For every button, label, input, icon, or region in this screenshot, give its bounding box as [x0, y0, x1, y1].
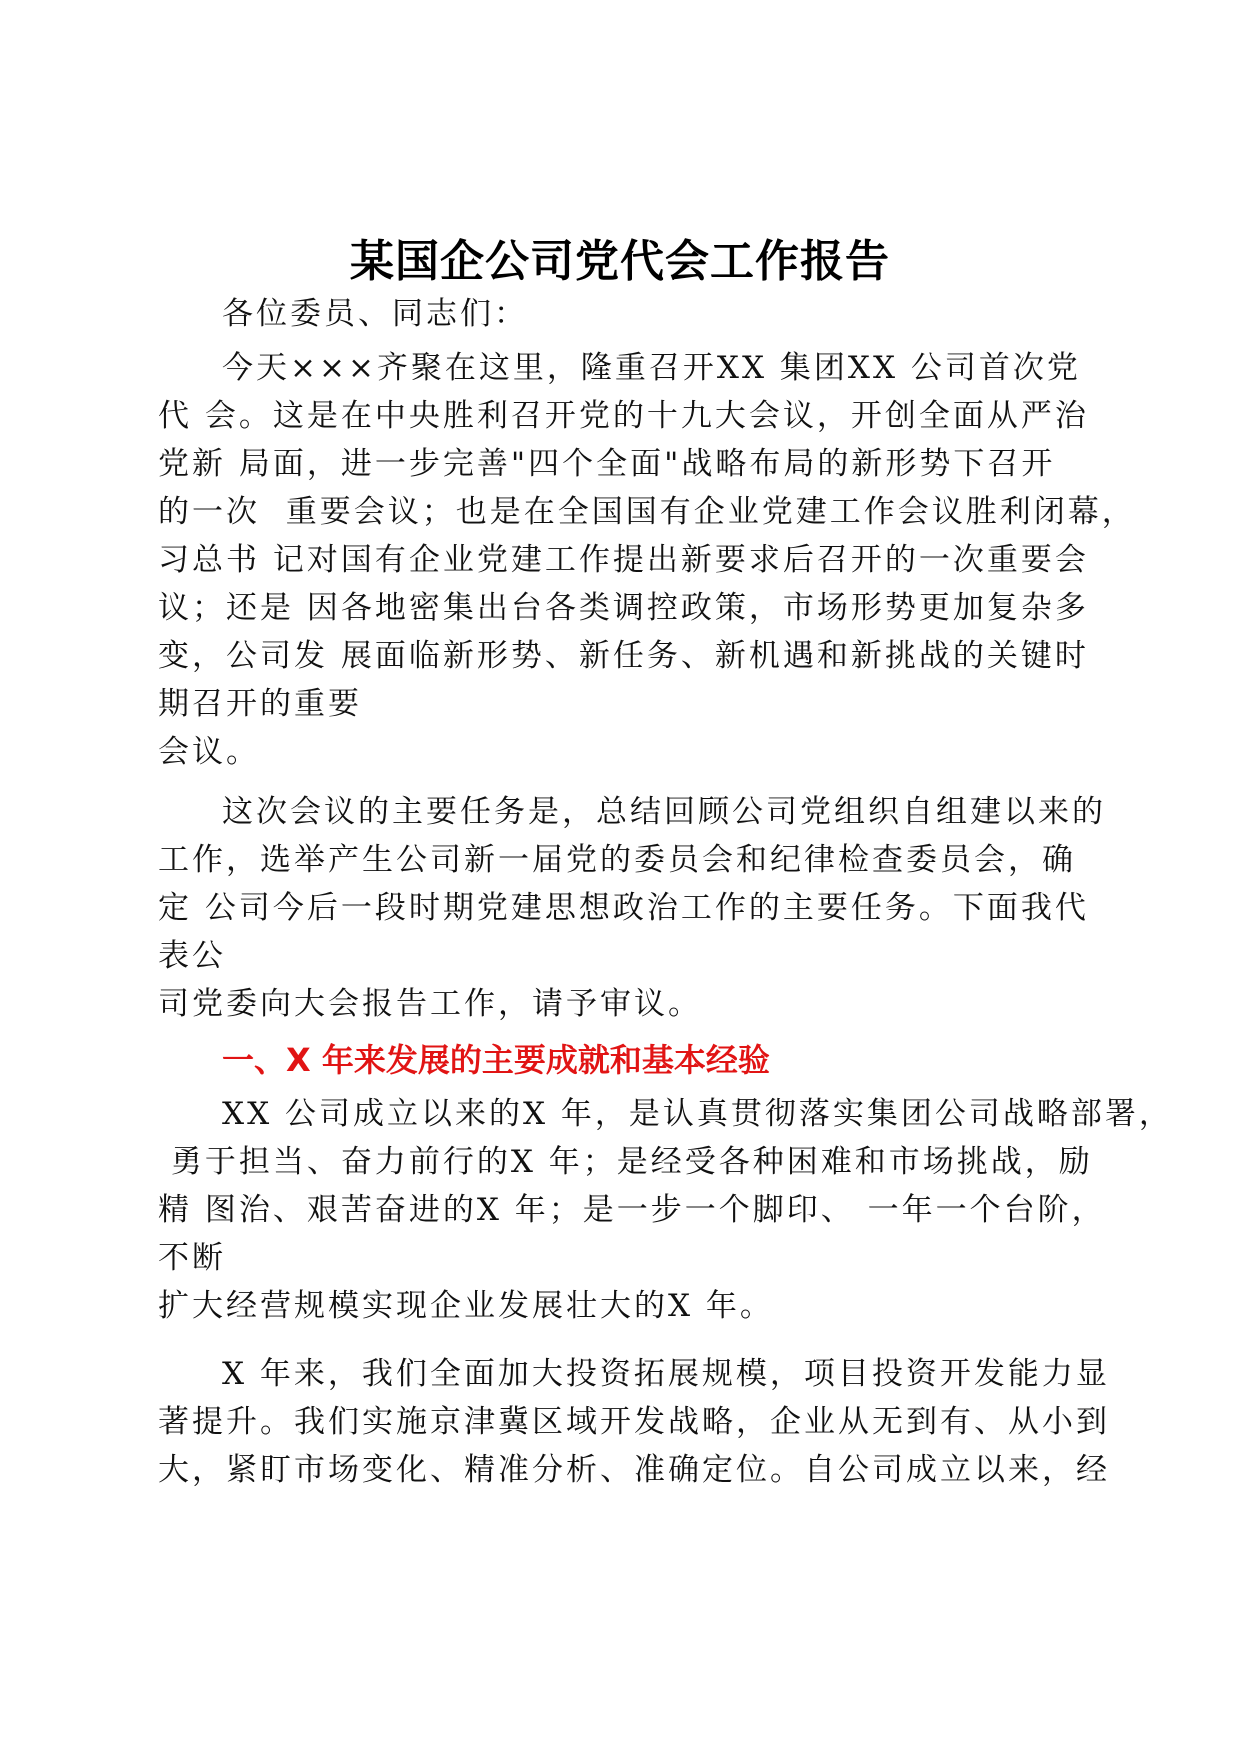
- paragraph-line: 变，公司发 展面临新形势、新任务、新机遇和新挑战的关键时: [158, 638, 1089, 674]
- paragraph-line: 今天×××齐聚在这里，隆重召开XX 集团XX 公司首次党: [222, 350, 1081, 386]
- paragraph-line: 这次会议的主要任务是，总结回顾公司党组织自组建以来的: [222, 794, 1106, 830]
- paragraph-line: 期召开的重要: [158, 686, 362, 722]
- paragraph-line: 司党委向大会报告工作，请予审议。: [158, 986, 702, 1022]
- paragraph-line: 党新 局面，进一步完善"四个全面"战略布局的新形势下召开: [158, 446, 1056, 482]
- salutation: 各位委员、同志们：: [222, 296, 528, 332]
- paragraph-line: 不断: [158, 1240, 226, 1276]
- paragraph-line: 著提升。我们实施京津冀区域开发战略，企业从无到有、从小到: [158, 1404, 1110, 1440]
- document-title: 某国企公司党代会工作报告: [350, 236, 890, 287]
- paragraph-line: 工作，选举产生公司新一届党的委员会和纪律检查委员会，确: [158, 842, 1076, 878]
- paragraph-line: 扩大经营规模实现企业发展壮大的X 年。: [158, 1288, 774, 1324]
- paragraph-line: 勇于担当、奋力前行的X 年；是经受各种困难和市场挑战，励: [158, 1144, 1093, 1180]
- paragraph-line: 精 图治、艰苦奋进的X 年；是一步一个脚印、 一年一个台阶，: [158, 1192, 1106, 1228]
- paragraph-line: 定 公司今后一段时期党建思想政治工作的主要任务。下面我代: [158, 890, 1089, 926]
- paragraph-line: XX 公司成立以来的X 年，是认真贯彻落实集团公司战略部署，: [222, 1096, 1173, 1132]
- paragraph-line: 会议。: [158, 734, 260, 770]
- paragraph-line: X 年来，我们全面加大投资拓展规模，项目投资开发能力显: [222, 1356, 1110, 1392]
- paragraph-line: 议；还是 因各地密集出台各类调控政策，市场形势更加复杂多: [158, 590, 1089, 626]
- paragraph-line: 表公: [158, 938, 226, 974]
- paragraph-line: 代 会。这是在中央胜利召开党的十九大会议，开创全面从严治: [158, 398, 1089, 434]
- paragraph-line: 习总书 记对国有企业党建工作提出新要求后召开的一次重要会: [158, 542, 1089, 578]
- paragraph-line: 的一次 重要会议；也是在全国国有企业党建工作会议胜利闭幕，: [158, 494, 1136, 530]
- paragraph-line: 大，紧盯市场变化、精准分析、准确定位。自公司成立以来，经: [158, 1452, 1110, 1488]
- section-heading: 一、X 年来发展的主要成就和基本经验: [222, 1041, 770, 1079]
